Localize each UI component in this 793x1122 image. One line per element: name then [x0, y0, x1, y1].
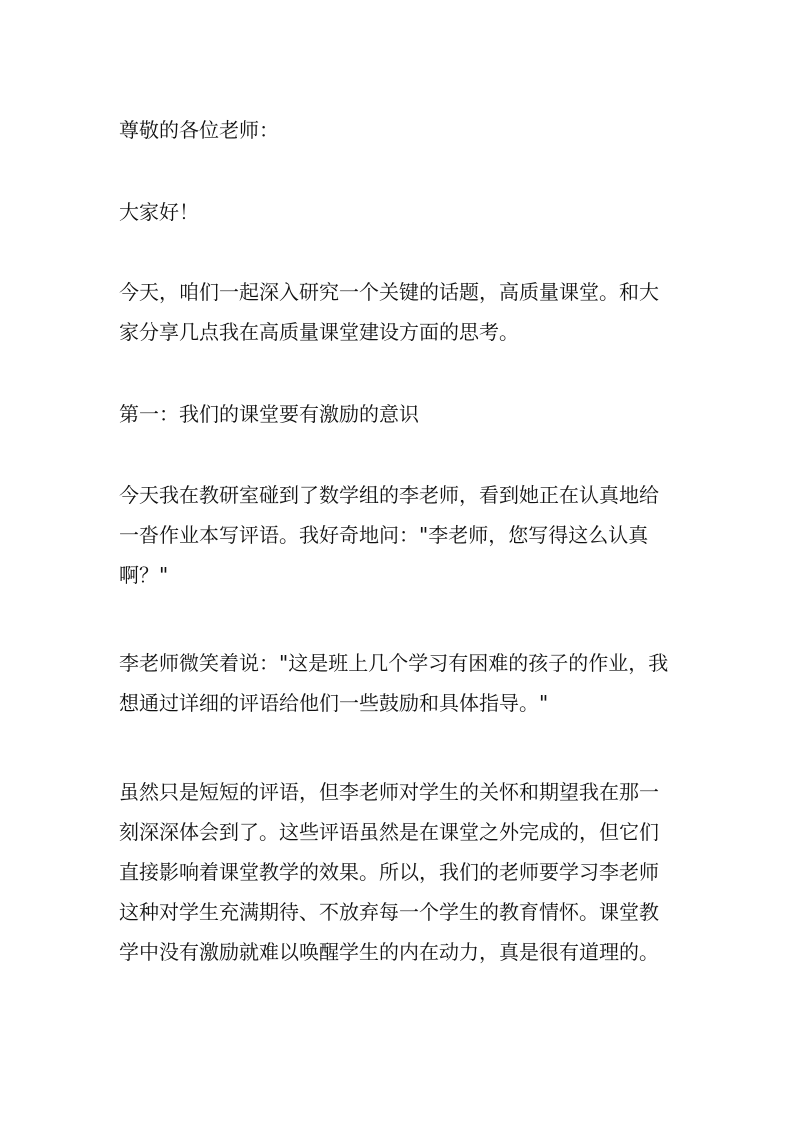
- text-line: 想通过详细的评语给他们一些鼓励和具体指导。": [119, 691, 549, 715]
- text-line: 第一：我们的课堂要有激励的意识: [119, 402, 419, 426]
- text-line: 直接影响着课堂教学的效果。所以，我们的老师要学习李老师: [119, 860, 659, 884]
- section-heading: [119, 394, 699, 434]
- text-line: 今天我在教研室碰到了数学组的李老师，看到她正在认真地给: [119, 483, 659, 507]
- text-line: 学中没有激励就难以唤醒学生的内在动力，真是很有道理的。: [119, 940, 659, 964]
- text-line: 刻深深体会到了。这些评语虽然是在课堂之外完成的，但它们: [119, 820, 659, 844]
- salutation: [119, 110, 699, 150]
- paragraph: [119, 772, 699, 972]
- text-line: 虽然只是短短的评语，但李老师对学生的关怀和期望我在那一: [119, 780, 659, 804]
- text-line: 啊？": [119, 563, 169, 587]
- paragraph: [119, 643, 699, 723]
- text-line: 家分享几点我在高质量课堂建设方面的思考。: [119, 320, 519, 344]
- paragraph: [119, 475, 699, 595]
- text-line: 尊敬的各位老师：: [119, 118, 279, 142]
- paragraph: [119, 192, 699, 232]
- text-line: 李老师微笑着说："这是班上几个学习有困难的孩子的作业，我: [119, 651, 669, 675]
- text-line: 一沓作业本写评语。我好奇地问："李老师，您写得这么认真: [119, 523, 649, 547]
- paragraph: [119, 272, 699, 352]
- text-line: 今天，咱们一起深入研究一个关键的话题，高质量课堂。和大: [119, 280, 659, 304]
- text-line: 大家好！: [119, 200, 199, 224]
- text-line: 这种对学生充满期待、不放弃每一个学生的教育情怀。课堂教: [119, 900, 659, 924]
